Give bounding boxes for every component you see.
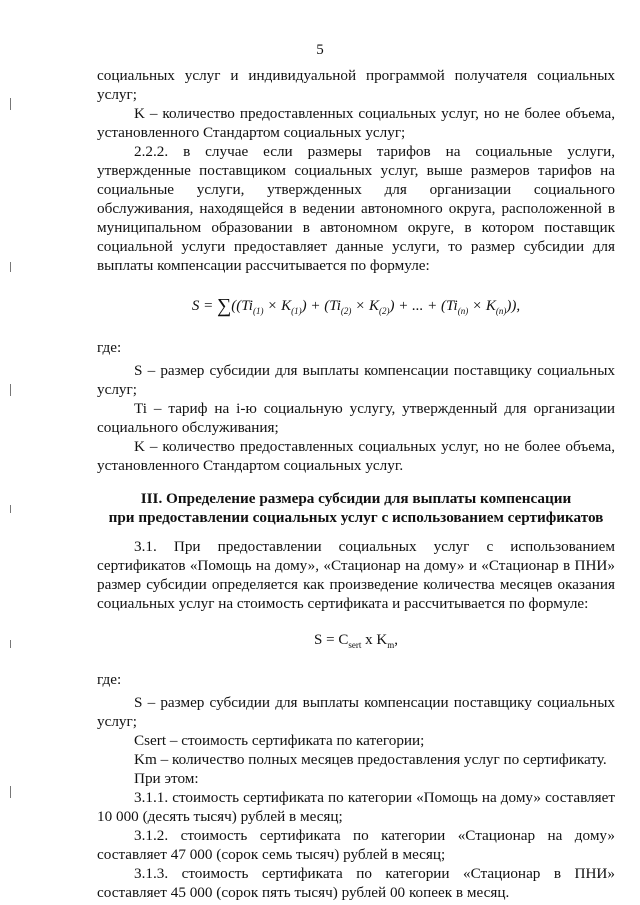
formula-subsidy-certificates: $S = C_{sert}$ x $K_m$, bbox=[314, 632, 398, 650]
margin-mark bbox=[10, 786, 11, 798]
where-label: где: bbox=[97, 671, 122, 688]
section-title: III. Определение размера субсидии для выплаты компенсации при предоставлении социальных услуг с использованием сертификатов bbox=[108, 490, 604, 526]
where-label: где: bbox=[97, 339, 122, 356]
margin-mark bbox=[10, 98, 11, 110]
formula-subsidy-tariffs: $S = \sum((Ti_{(1)} \times K_{(1)}) + (Ti_{(2)} \times K_{(2)})$ + ... + $(Ti_{(n)} \times K_{(n)})$), bbox=[191, 295, 521, 317]
definition: При этом: bbox=[134, 770, 199, 787]
page-number: 5 bbox=[316, 42, 324, 58]
margin-mark bbox=[10, 384, 11, 396]
margin-mark bbox=[10, 640, 11, 648]
paragraph: 3.1. При предоставлении социальных услуг с использованием сертификатов «Помощь на дому», «Стационар на дому» и «Стационар в ПНИ» размер субсидии определяется как произведение количества месяцев оказания социальных услуг на стоимость сертификата и рассчитывается по формуле: bbox=[97, 538, 615, 612]
list-item: 3.1.3. стоимость сертификата по категории «Стационар в ПНИ» составляет 45 000 (сорок пять тысяч) рублей 00 копеек в месяц. bbox=[97, 865, 615, 901]
definition: S – размер субсидии для выплаты компенсации поставщику социальных услуг; bbox=[97, 362, 615, 398]
document-body bbox=[97, 66, 615, 902]
list-item: 3.1.1. стоимость сертификата по категории «Помощь на дому» составляет 10 000 (десять тысяч) рублей в месяц; bbox=[97, 789, 615, 825]
margin-mark bbox=[10, 505, 11, 513]
definition: K – количество предоставленных социальных услуг, но не более объема, установленного Стандартом социальных услуг. bbox=[97, 438, 615, 474]
paragraph: K – количество предоставленных социальных услуг, но не более объема, установленного Стандартом социальных услуг; bbox=[97, 105, 615, 141]
definition: Ti – тариф на i-ю социальную услугу, утвержденный для организации социального обслуживания; bbox=[97, 400, 615, 436]
definition: S – размер субсидии для выплаты компенсации поставщику социальных услуг; bbox=[97, 694, 615, 730]
margin-mark bbox=[10, 262, 11, 272]
definition: Km – количество полных месяцев предоставления услуг по сертификату. bbox=[134, 751, 607, 768]
paragraph: 2.2.2. в случае если размеры тарифов на социальные услуги, утвержденные поставщиком социальных услуг, выше размеров тарифов на социальные услуги, утвержденных для организации социального обслуживания, находящейся в ведении автономного округа, расположенной в муниципальном образовании в автономном округе, в котором поставщик социальной услуги предоставляет данные услуги, то размер субсидии для выплаты компенсации рассчитывается по формуле: bbox=[97, 143, 615, 274]
paragraph: социальных услуг и индивидуальной программой получателя социальных услуг; bbox=[97, 67, 615, 103]
list-item: 3.1.2. стоимость сертификата по категории «Стационар на дому» составляет 47 000 (сорок семь тысяч) рублей в месяц; bbox=[97, 827, 615, 863]
definition: Csert – стоимость сертификата по категории; bbox=[134, 732, 425, 749]
